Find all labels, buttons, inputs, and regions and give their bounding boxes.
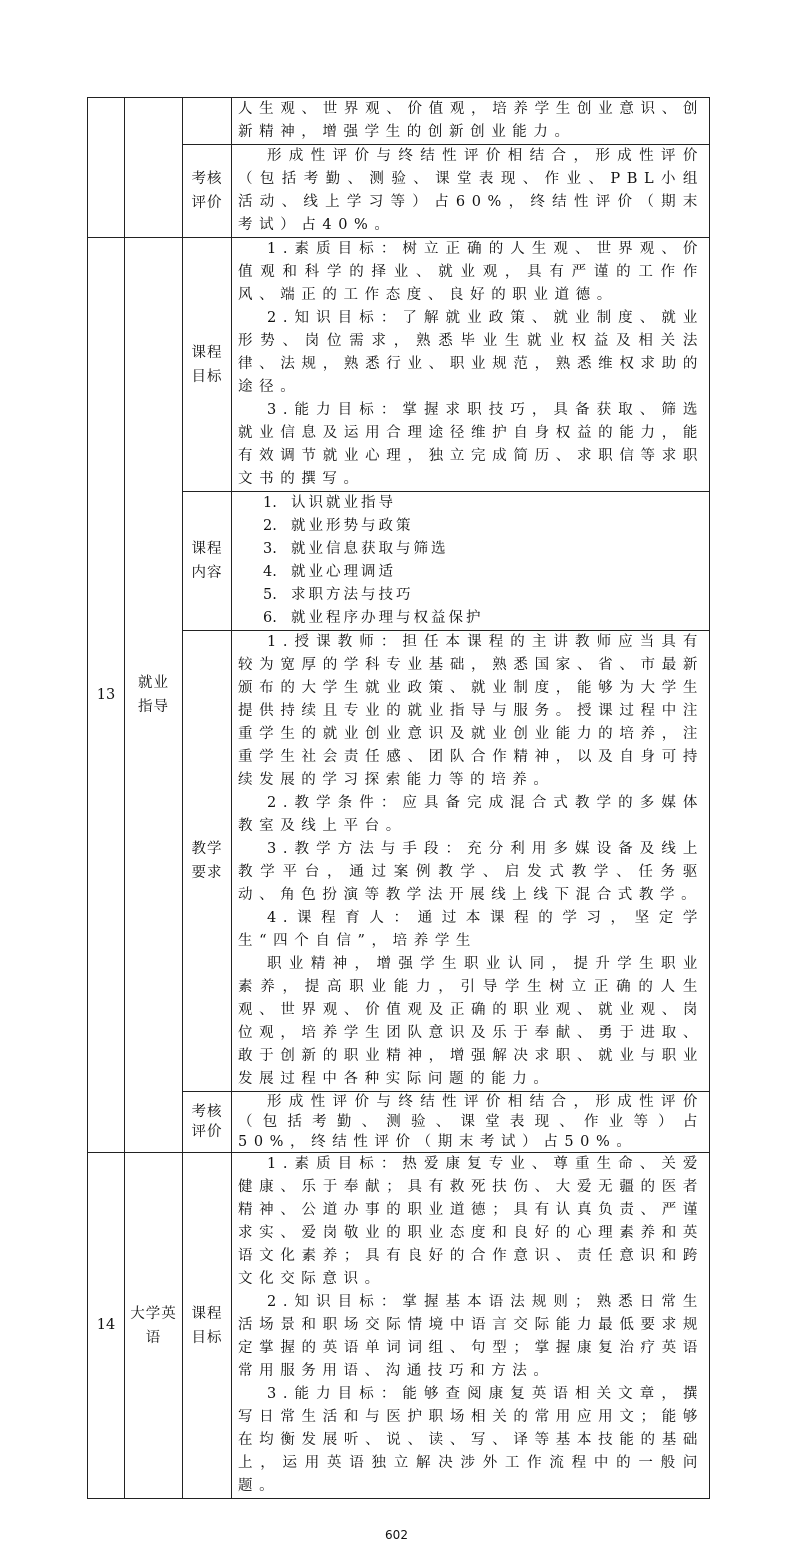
paragraph: 形成性评价与终结性评价相结合，形成性评价（包括考勤、测验、课堂表现、作业等）占50%，终结性评价（期末考试）占50%。 xyxy=(238,1094,704,1150)
content-cell xyxy=(232,1092,710,1153)
item-text: 就业程序办理与权益保护 xyxy=(291,610,484,626)
list-item xyxy=(263,584,704,607)
list-item xyxy=(263,538,704,561)
course-name: 就业指导 xyxy=(138,675,169,715)
number-cell: 13 xyxy=(88,238,125,1153)
label-cell xyxy=(183,98,232,145)
course-name-cell xyxy=(125,238,183,1153)
content-cell xyxy=(232,145,710,238)
paragraph: 1.素质目标：树立正确的人生观、世界观、价值观和科学的择业、就业观，具有严谨的工作作风、端正的工作态度、良好的职业道德。 xyxy=(238,241,704,303)
list-item xyxy=(263,492,704,515)
course-name-cell xyxy=(125,98,183,238)
number-cell xyxy=(88,98,125,238)
item-number: 5. xyxy=(263,587,277,603)
table-row xyxy=(88,1153,710,1499)
table-row xyxy=(88,238,710,492)
label-cell xyxy=(183,1153,232,1499)
item-number: 2. xyxy=(263,518,277,534)
paragraph: 职业精神，增强学生职业认同，提升学生职业素养，提高职业能力，引导学生树立正确的人生观、世界观、价值观及正确的职业观、就业观、岗位观，培养学生团队意识及乐于奉献、勇于进取、敢于创新的职业精神，增强解决求职、就业与职业发展过程中各种实际问题的能力。 xyxy=(238,956,704,1087)
label-cell xyxy=(183,631,232,1092)
paragraph: 3.能力目标：能够查阅康复英语相关文章，撰写日常生活和与医护职场相关的常用应用文；能够在均衡发展听、说、读、写、译等基本技能的基础上，运用英语独立解决涉外工作流程中的一般问题。 xyxy=(238,1386,704,1494)
label-cell xyxy=(183,492,232,631)
content-cell xyxy=(232,1153,710,1499)
item-text: 认识就业指导 xyxy=(291,495,396,511)
content-cell xyxy=(232,238,710,492)
content-cell xyxy=(232,492,710,631)
paragraph: 形成性评价与终结性评价相结合，形成性评价（包括考勤、测验、课堂表现、作业、PBL小组活动、线上学习等）占60%，终结性评价（期末考试）占40%。 xyxy=(238,148,704,233)
paragraph: 3.能力目标：掌握求职技巧，具备获取、筛选就业信息及运用合理途径维护自身权益的能力，能有效调节就业心理，独立完成简历、求职信等求职文书的撰写。 xyxy=(238,402,704,487)
goals-label: 课程目标 xyxy=(191,1305,223,1346)
label-cell xyxy=(183,1092,232,1153)
content-cell xyxy=(232,631,710,1092)
content-cell xyxy=(232,98,710,145)
content-label: 课程内容 xyxy=(191,541,223,581)
paragraph: 2.教学条件：应具备完成混合式教学的多媒体教室及线上平台。 xyxy=(238,795,704,834)
item-text: 就业心理调适 xyxy=(291,564,396,580)
content-list xyxy=(238,492,704,630)
paragraph: 3.教学方法与手段：充分利用多媒设备及线上教学平台，通过案例教学、启发式教学、任务驱动、角色扮演等教学法开展线上线下混合式教学。 xyxy=(238,841,704,903)
item-number: 3. xyxy=(263,541,277,557)
list-item xyxy=(263,607,704,630)
paragraph: 4.课程育人：通过本课程的学习，坚定学生“四个自信”，培养学生 xyxy=(238,910,704,949)
course-table xyxy=(87,97,710,1499)
item-text: 求职方法与技巧 xyxy=(291,587,414,603)
paragraph: 2.知识目标：了解就业政策、就业制度、就业形势、岗位需求，熟悉毕业生就业权益及相关法律、法规，熟悉行业、职业规范，熟悉维权求助的途径。 xyxy=(238,310,704,395)
label-cell xyxy=(183,238,232,492)
paragraph: 人生观、世界观、价值观，培养学生创业意识、创新精神，增强学生的创新创业能力。 xyxy=(238,101,704,140)
item-text: 就业信息获取与筛选 xyxy=(291,541,449,557)
page-number: 602 xyxy=(385,1528,408,1542)
paragraph: 1.授课教师：担任本课程的主讲教师应当具有较为宽厚的学科专业基础，熟悉国家、省、市最新颁布的大学生就业政策、就业制度，能够为大学生提供持续且专业的就业指导与服务。授课过程中注重学生的就业创业意识及就业创业能力的培养，注重学生社会责任感、团队合作精神，以及自身可持续发展的学习探索能力等的培养。 xyxy=(238,634,704,788)
assess-label: 考核评价 xyxy=(191,1104,223,1140)
number-cell: 14 xyxy=(88,1153,125,1499)
item-number: 4. xyxy=(263,564,277,580)
requirements-label: 教学要求 xyxy=(191,841,223,881)
goals-label: 课程目标 xyxy=(191,344,223,385)
paragraph: 2.知识目标：掌握基本语法规则；熟悉日常生活场景和职场交际情境中语言交际能力最低要求规定掌握的英语单词词组、句型；掌握康复治疗英语常用服务用语、沟通技巧和方法。 xyxy=(238,1294,704,1379)
course-name-cell xyxy=(125,1153,183,1499)
item-number: 6. xyxy=(263,610,277,626)
assess-label: 考核评价 xyxy=(191,171,223,211)
course-name: 大学英语 xyxy=(130,1305,177,1346)
list-item xyxy=(263,515,704,538)
label-cell xyxy=(183,145,232,238)
list-item xyxy=(263,561,704,584)
paragraph: 1.素质目标：热爱康复专业、尊重生命、关爱健康、乐于奉献；具有救死扶伤、大爱无疆的医者精神、公道办事的职业道德；具有认真负责、严谨求实、爱岗敬业的职业态度和良好的心理素养和英语文化素养；具有良好的合作意识、责任意识和跨文化交际意识。 xyxy=(238,1156,704,1287)
table-row xyxy=(88,98,710,145)
item-number: 1. xyxy=(263,495,277,511)
item-text: 就业形势与政策 xyxy=(291,518,414,534)
